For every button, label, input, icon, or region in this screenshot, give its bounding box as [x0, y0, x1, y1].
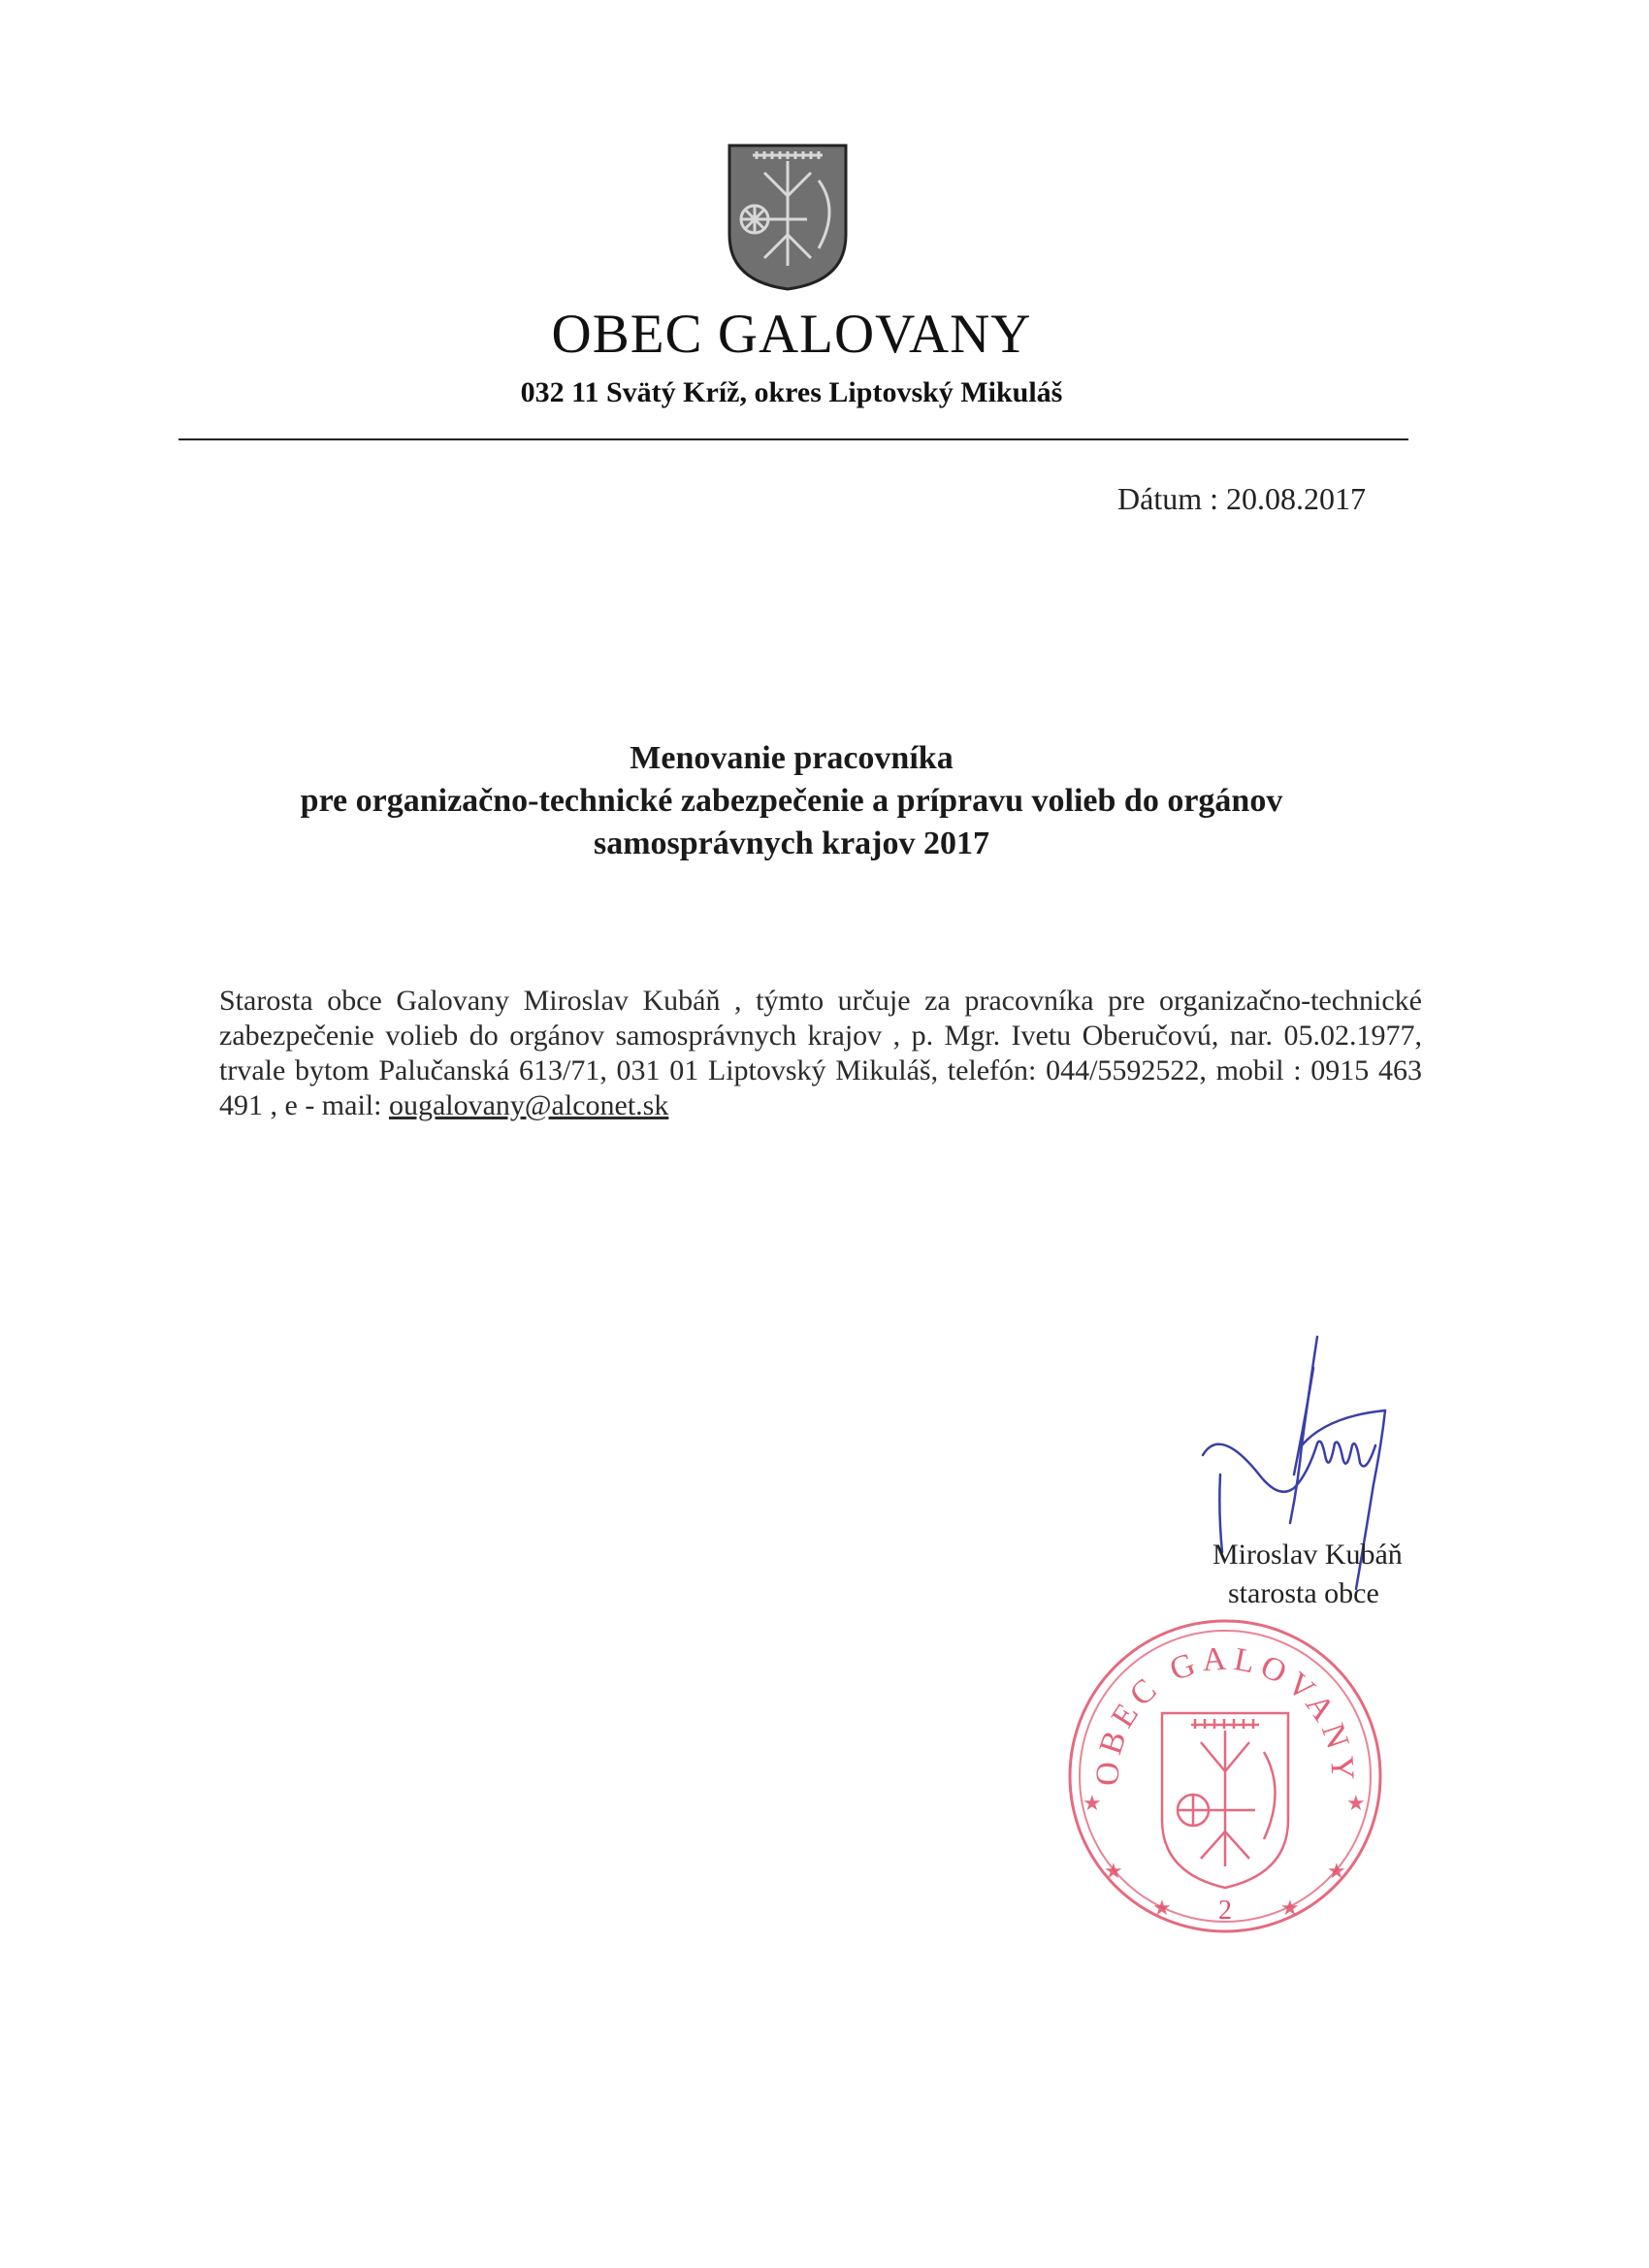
body-text: Starosta obce Galovany Miroslav Kubáň , týmto určuje za pracovníka pre organizačno-technické zabezpečenie volieb do orgánov samosprávnych krajov , p. Mgr. Ivetu Oberučovú, nar. 05.02.1977, trvale bytom Palučanská 613/71, 031 01 Liptovský Mikuláš, telefón: 044/5592522, mobil : 0915 463 491 , e - mail: [219, 985, 1422, 1121]
title-line-2: pre organizačno-technické zabezpečenie a prípravu volieb do orgánov [300, 783, 1283, 819]
title-line-1: Menovanie pracovníka [630, 740, 954, 776]
signer-name: Miroslav Kubáň [1212, 1539, 1403, 1571]
svg-text:★: ★ [1104, 1860, 1123, 1884]
body-paragraph [219, 984, 1422, 1123]
official-round-stamp [1065, 1616, 1385, 1936]
organization-name: OBEC GALOVANY [551, 304, 1032, 365]
svg-text:★: ★ [1327, 1860, 1346, 1884]
organization-address: 032 11 Svätý Kríž, okres Liptovský Mikuláš [520, 376, 1063, 408]
document-date: Dátum : 20.08.2017 [1117, 481, 1366, 516]
svg-text:★: ★ [1346, 1792, 1366, 1816]
svg-text:★: ★ [1083, 1792, 1102, 1816]
stamp-number: 2 [1218, 1895, 1232, 1926]
svg-text:★: ★ [1280, 1896, 1300, 1921]
svg-text:★: ★ [1152, 1896, 1172, 1921]
document-title [0, 737, 1583, 865]
coat-of-arms-icon [726, 142, 850, 293]
signer-role: starosta obce [1228, 1577, 1379, 1609]
stamp-text: OBEC GALOVANY [1089, 1640, 1361, 1787]
email-link[interactable]: ougalovany@alconet.sk [388, 1089, 669, 1121]
title-line-3: samosprávnych krajov 2017 [593, 826, 990, 861]
header-divider [178, 438, 1408, 440]
